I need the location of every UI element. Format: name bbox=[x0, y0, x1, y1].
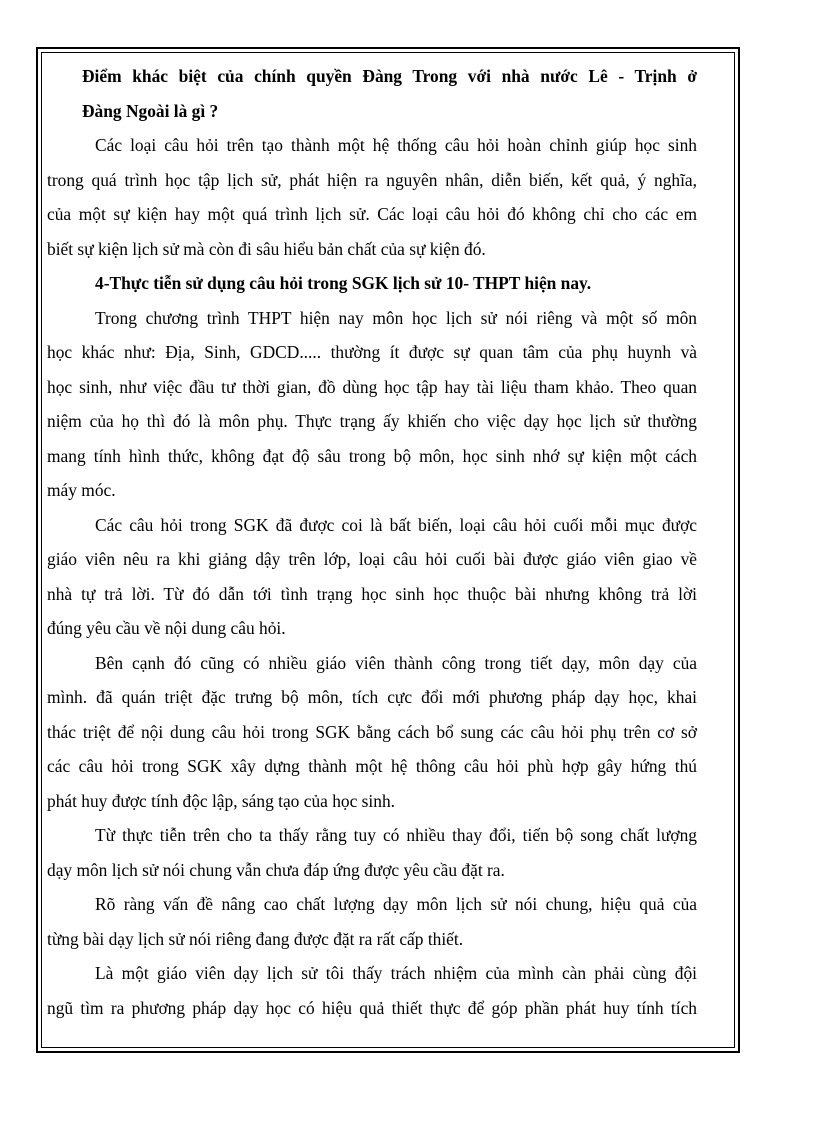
paragraph-line: ngũ tìm ra phương pháp dạy học có hiệu quả thiết thực để góp phần phát huy tính tích bbox=[47, 997, 697, 1018]
paragraph-line: mang tính hình thức, không đạt độ sâu trong bộ môn, học sinh nhớ sự kiện một cách bbox=[47, 445, 697, 466]
question-line-2: Đàng Ngoài là gì ? bbox=[82, 100, 219, 121]
paragraph-line: thác triệt để nội dung câu hỏi trong SGK bằng cách bổ sung các câu hỏi phụ trên cơ sở bbox=[47, 721, 697, 742]
paragraph-line: biết sự kiện lịch sử mà còn đi sâu hiểu bản chất của sự kiện đó. bbox=[47, 238, 486, 259]
paragraph-line: học sinh, như việc đầu tư thời gian, đồ dùng học tập hay tài liệu tham khảo. Theo quan bbox=[47, 376, 697, 397]
paragraph-line: Là một giáo viên dạy lịch sử tôi thấy trách nhiệm của mình càn phải cùng đội bbox=[95, 963, 697, 983]
paragraph-line: máy móc. bbox=[47, 480, 116, 500]
paragraph-line: Các loại câu hỏi trên tạo thành một hệ thống câu hỏi hoàn chỉnh giúp học sinh bbox=[95, 135, 697, 155]
paragraph-line: niệm của họ thì đó là môn phụ. Thực trạng ấy khiến cho việc dạy học lịch sử thường bbox=[47, 411, 697, 431]
paragraph-line: dạy môn lịch sử nói chung vẫn chưa đáp ứng được yêu cầu đặt ra. bbox=[47, 859, 505, 880]
paragraph-line: Trong chương trình THPT hiện nay môn học lịch sử nói riêng và một số môn bbox=[95, 307, 697, 328]
paragraph-line: giáo viên nêu ra khi giảng dậy trên lớp, loại câu hỏi cuối bài được giáo viên giao về bbox=[47, 549, 697, 569]
paragraph-line: nhà tự trả lời. Từ đó dẫn tới tình trạng học sinh học thuộc bài nhưng không trả lời bbox=[47, 583, 697, 604]
paragraph-line: phát huy được tính độc lập, sáng tạo của học sinh. bbox=[47, 790, 395, 811]
paragraph-line: Rõ ràng vấn đề nâng cao chất lượng dạy môn lịch sử nói chung, hiệu quả của bbox=[95, 894, 697, 914]
paragraph-line: của một sự kiện hay một quá trình lịch sử. Các loại câu hỏi đó không chỉ cho các em bbox=[47, 204, 697, 224]
paragraph-line: Từ thực tiễn trên cho ta thấy rằng tuy có nhiều thay đổi, tiến bộ song chất lượng bbox=[95, 825, 697, 845]
document-body bbox=[47, 59, 697, 1025]
paragraph-line: mình. đã quán triệt đặc trưng bộ môn, tích cực đổi mới phương pháp dạy học, khai bbox=[47, 687, 697, 707]
paragraph-line: từng bài dạy lịch sử nói riêng đang được đặt ra rất cấp thiết. bbox=[47, 928, 464, 949]
paragraph-line: đúng yêu cầu về nội dung câu hỏi. bbox=[47, 618, 286, 638]
paragraph-line: học khác như: Địa, Sinh, GDCD..... thường ít được sự quan tâm của phụ huynh và bbox=[47, 342, 697, 362]
paragraph-line: các câu hỏi trong SGK xây dựng thành một hệ thông câu hỏi phù hợp gây hứng thú bbox=[47, 756, 697, 776]
paragraph-line: trong quá trình học tập lịch sử, phát hiện ra nguyên nhân, diễn biến, kết quả, ý nghĩa, bbox=[47, 169, 697, 190]
question-line-1: Điểm khác biệt của chính quyền Đàng Trong với nhà nước Lê - Trịnh ở bbox=[82, 66, 697, 86]
section-heading: 4-Thực tiễn sử dụng câu hỏi trong SGK lịch sử 10- THPT hiện nay. bbox=[95, 273, 592, 293]
paragraph-line: Các câu hỏi trong SGK đã được coi là bất biến, loại câu hỏi cuối mỗi mục được bbox=[95, 514, 697, 535]
paragraph-line: Bên cạnh đó cũng có nhiều giáo viên thành công trong tiết dạy, môn dạy của bbox=[95, 652, 697, 673]
